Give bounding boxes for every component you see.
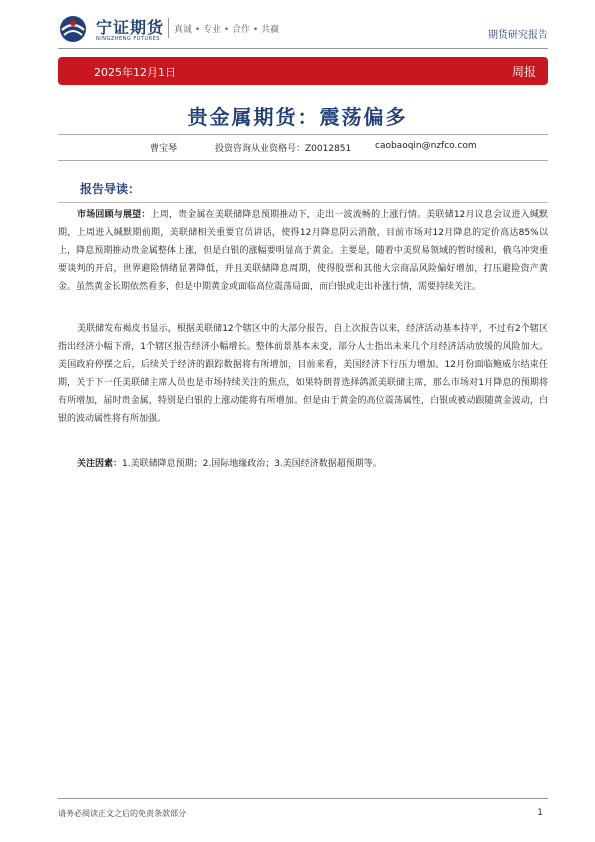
paragraph-text: 上周，贵金属在美联储降息预期推动下，走出一波流畅的上涨行情。美联储12月议息会议进入缄默期，上周进入缄默期前期，美联储相关重要官员讲话，使得12月降息阴云消散，目前市场对12月降息的定价高达85%以上，降息预期推动贵金属整体上涨，但是白银的涨幅要明显高于黄金。主要是，随着中美贸易领域的暂时缓和，俄乌冲突重要谈判的开启，世界避险情绪显著降低，并且美联储降息周期，使得股票和其他大宗商品风险偏好增加，打压避险资产黄金。虽然黄金长期依然看多，但是中期黄金或面临高位震荡局面，而白银或走出补涨行情，需要持续关注。 [58, 210, 548, 292]
focus-text: 1.美联储降息预期；2.国际地缘政治；3.美国经济数据超预期等。 [122, 459, 382, 469]
page-number: 1 [537, 808, 543, 818]
company-slogan: 真诚 • 专业 • 合作 • 共赢 [174, 25, 280, 35]
meta-rule-top [58, 134, 548, 135]
report-title: 贵金属期货：震荡偏多 [187, 105, 408, 129]
company-name-en: NINGZHENG FUTURES [96, 36, 160, 42]
focus-factors [77, 456, 382, 469]
author-email: caobaoqin@nzfco.com [375, 141, 477, 151]
market-review-paragraph [58, 206, 548, 296]
footer-rule [58, 798, 548, 799]
company-name: 宁证期货 [96, 18, 165, 37]
paragraph-lead: 市场回顾与展望： [77, 210, 151, 220]
date-banner [58, 57, 548, 85]
header-divider [168, 18, 169, 38]
company-logo-icon [58, 14, 88, 44]
header-rule [58, 48, 548, 49]
focus-lead: 关注因素： [77, 459, 123, 469]
section-heading: 报告导读： [80, 182, 141, 196]
disclaimer-note: 请务必阅读正文之后的免责条款部分 [58, 809, 186, 818]
paragraph-text: 美联储发布褐皮书显示，根据美联储12个辖区中的大部分报告，自上次报告以来，经济活动基本持平，不过有2个辖区指出经济小幅下滑，1个辖区报告经济小幅增长。整体前景基本未变，部分人士指出未来几个月经济活动放缓的风险加大。美国政府停摆之后，后续关于经济的跟踪数据将有所增加，目前来看，美国经济下行压力增加。12月份面临鲍威尔结束任期，关于下一任美联储主席人员也是市场持续关注的焦点，如果特朗普选择鸽派美联储主席，那么市场对1月降息的预期将有所增加，届时贵金属，特别是白银的上涨动能将有所增加。但是由于黄金的高位震荡属性，白银或被动跟随黄金波动，白银的波动属性将有所加强。 [58, 324, 548, 424]
report-date: 2025年12月1日 [94, 66, 176, 79]
fed-paragraph [58, 320, 548, 428]
page-header [58, 12, 548, 46]
author-name: 曹宝琴 [150, 144, 178, 154]
section-rule [58, 202, 548, 203]
author-certificate: 投资咨询从业资格号：Z0012851 [215, 144, 352, 154]
meta-rule-bottom [58, 160, 548, 161]
report-type: 周报 [511, 65, 536, 79]
report-category: 期货研究报告 [488, 30, 548, 41]
